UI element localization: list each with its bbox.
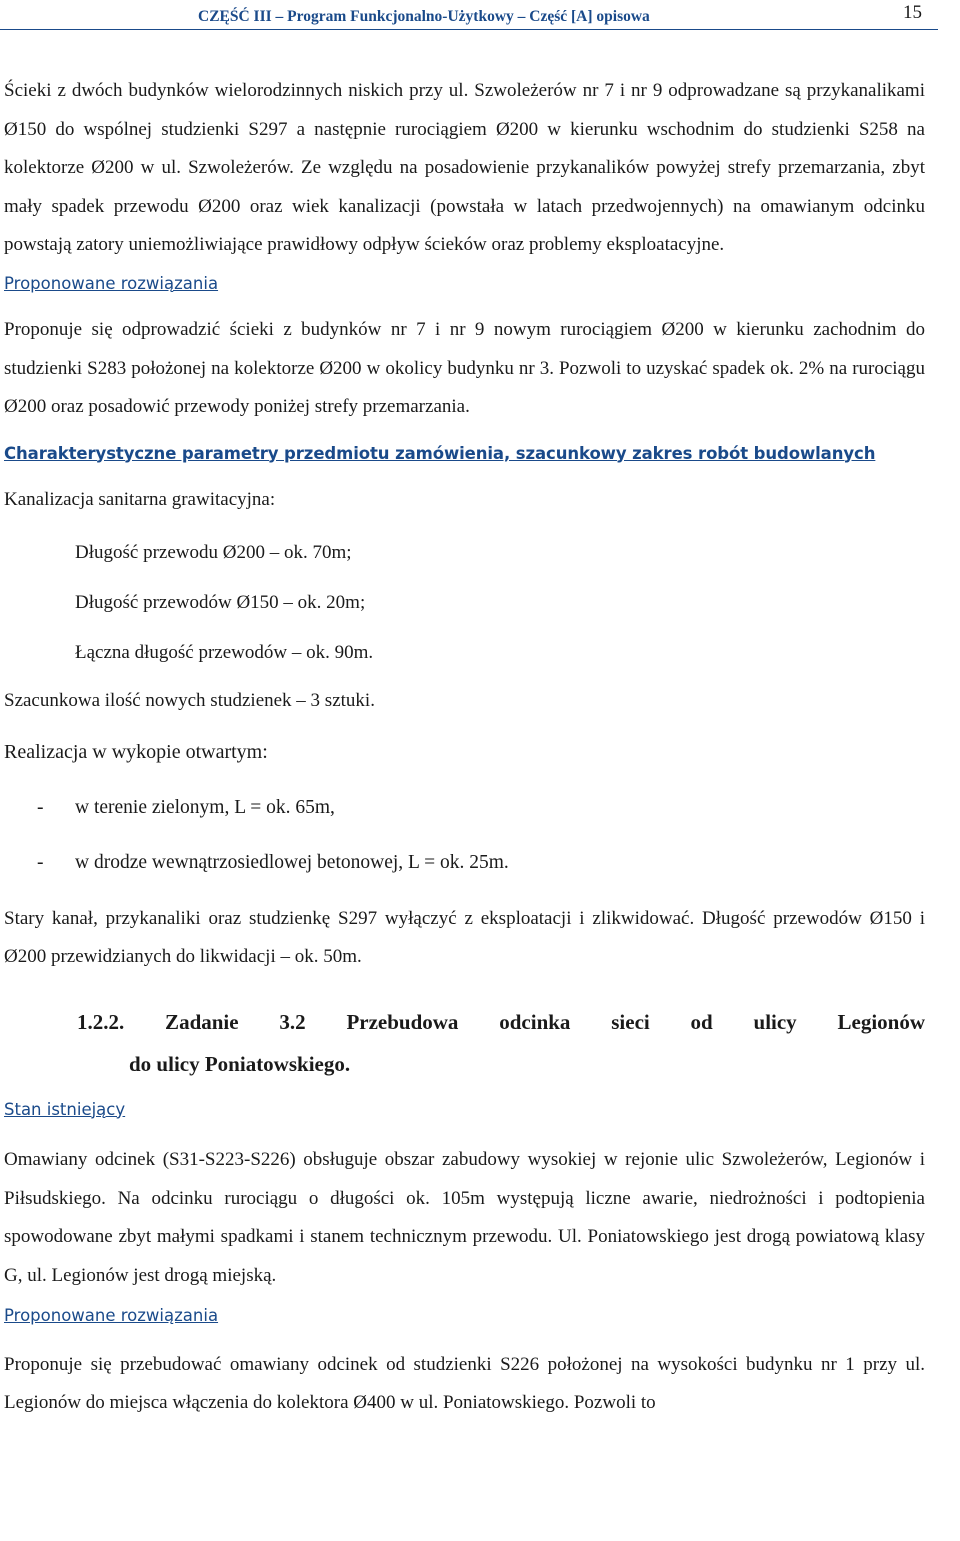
list-dash: - bbox=[37, 851, 44, 873]
realization-item bbox=[4, 835, 925, 890]
lengths-list bbox=[4, 528, 925, 678]
heading-proposed-solutions-2: Proponowane rozwiązania bbox=[4, 1306, 219, 1325]
page-number: 15 bbox=[903, 2, 922, 23]
realization-label: Realizacja w wykopie otwartym: bbox=[4, 740, 268, 763]
paragraph-existing-state-2: Omawiany odcinek (S31-S223-S226) obsługuje obszar zabudowy wysokiej w rejonie ulic Szwoleżerów, Legionów i Piłsudskiego. Na odcinku rurociągu o długości ok. 105m występują liczne awarie, niedrożności i podtopienia spowodowane zbyt małymi spadkami i stanem technicznym przewodu. Ul. Poniatowskiego jest drogą powiatową klasy G, ul. Legionów jest drogą miejską. bbox=[4, 1149, 925, 1286]
paragraph-proposal-2: Proponuje się przebudować omawiany odcinek od studzienki S226 położonej na wysokości budynku nr 1 przy ul. Legionów do miejsca włączenia do kolektora Ø400 w ul. Poniatowskiego. Pozwoli to bbox=[4, 1353, 925, 1413]
task-heading bbox=[4, 1001, 925, 1085]
page-header bbox=[0, 0, 960, 30]
realization-list bbox=[4, 780, 925, 890]
realization-item-text: w drodze wewnątrzosiedlowej betonowej, L = ok. 25m. bbox=[75, 851, 509, 873]
length-item: Długość przewodów Ø150 – ok. 20m; bbox=[75, 591, 366, 613]
heading-existing-state: Stan istniejący bbox=[4, 1099, 126, 1119]
header-divider bbox=[0, 29, 938, 30]
length-item: Długość przewodu Ø200 – ok. 70m; bbox=[75, 541, 352, 563]
heading-parameters: Charakterystyczne parametry przedmiotu zamówienia, szacunkowy zakres robót budowlanych bbox=[4, 443, 876, 463]
realization-item-text: w terenie zielonym, L = ok. 65m, bbox=[75, 796, 335, 818]
paragraph-proposal-1: Proponuje się odprowadzić ścieki z budynków nr 7 i nr 9 nowym rurociągiem Ø200 w kierunku zachodnim do studzienki S283 położonej na kolektorze Ø200 w okolicy budynku nr 3. Pozwoli to uzyskać spadek ok. 2% na rurociągu Ø200 oraz posadowić przewody poniżej strefy przemarzania. bbox=[4, 319, 925, 417]
header-title: CZĘŚĆ III – Program Funkcjonalno-Użytkowy – Część [A] opisowa bbox=[198, 8, 650, 25]
wells-count: Szacunkowa ilość nowych studzienek – 3 sztuki. bbox=[4, 689, 375, 711]
list-dash: - bbox=[37, 796, 44, 818]
paragraph-existing-state-1: Ścieki z dwóch budynków wielorodzinnych niskich przy ul. Szwoleżerów nr 7 i nr 9 odprowadzane są przykanalikami Ø150 do wspólnej studzienki S297 a następnie rurociągiem Ø200 w kierunku wschodnim do studzienki S258 na kolektorze Ø200 w ul. Szwoleżerów. Ze względu na posadowienie przykanalików powyżej strefy przemarzania, zbyt mały spadek przewodu Ø200 oraz wiek kanalizacji (powstała w latach przedwojennych) na omawianym odcinku powstają zatory uniemożliwiające prawidłowy odpływ ścieków oraz problemy eksploatacyjne. bbox=[4, 80, 925, 255]
heading-proposed-solutions-1: Proponowane rozwiązania bbox=[4, 273, 219, 293]
sewer-label: Kanalizacja sanitarna grawitacyjna: bbox=[4, 489, 276, 510]
length-item: Łączna długość przewodów – ok. 90m. bbox=[75, 641, 374, 663]
paragraph-decommission: Stary kanał, przykanaliki oraz studzienkę S297 wyłączyć z eksploatacji i zlikwidować. Długość przewodów Ø150 i Ø200 przewidzianych do likwidacji – ok. 50m. bbox=[4, 907, 925, 967]
task-heading-line2: do ulicy Poniatowskiego. bbox=[129, 1051, 351, 1076]
task-heading-line1: 1.2.2. Zadanie 3.2 Przebudowa odcinka sieci od ulicy Legionów bbox=[77, 1009, 925, 1034]
document-body bbox=[4, 72, 925, 1423]
realization-item bbox=[4, 780, 925, 835]
